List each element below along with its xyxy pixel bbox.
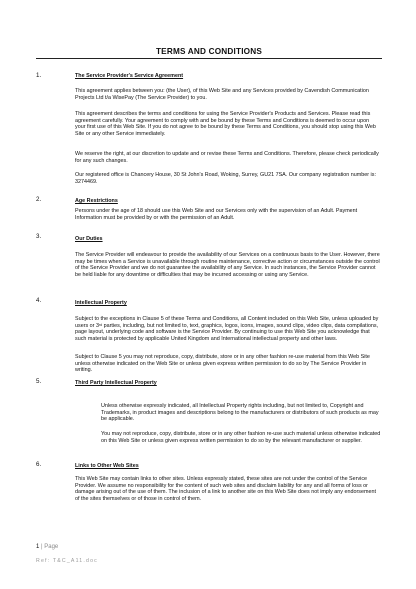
footer-separator: | <box>39 544 45 550</box>
section-paragraph: This agreement applies between you: (the User), of this Web Site and any Services provided by Cavendish Communication Projects Ltd t/a WisePay (The Service Provider) to you. <box>75 88 369 101</box>
section-number: 5. <box>36 378 42 385</box>
section-paragraph: This Web Site may contain links to other sites. Unless expressly stated, these sites are not under the control of the Service Provider. We assume no responsibility for the content of such web sites and disclaim liability for any and all forms of loss or damage arising out of the use of them. The inclusion of a link to another site on this Web Site does not imply any endorsement of the sites themselves or of those in control of them. <box>75 476 376 503</box>
section-heading: The Service Provider's Service Agreement <box>75 73 184 79</box>
section-heading: Intellectual Property <box>75 300 127 306</box>
page-word: Page <box>44 544 59 550</box>
section-heading: Links to Other Web Sites <box>75 463 139 469</box>
page-title: TERMS AND CONDITIONS <box>155 47 263 56</box>
paragraph-text: Subject to the exceptions in Clause 5 of these Terms and Conditions, all Content included on this Web Site, unless uploaded by users or 3 <box>75 316 379 329</box>
page-footer <box>36 544 58 550</box>
document-reference: Ref: T&C_A11.doc <box>36 558 98 564</box>
section-paragraph: This agreement describes the terms and conditions for using the Service Provider's Products and Services. Please read this agreement carefully. Your agreement to comply with and be bound by these Terms and Conditions is deemed to occur upon your first use of this Web Site. If you do not agree to be bound by these Terms and Conditions, you should stop using this Web Site or any other Service immediately. <box>75 111 376 138</box>
section-heading: Our Duties <box>75 236 103 242</box>
section-paragraph: You may not reproduce, copy, distribute, store or in any other fashion re-use such material unless otherwise indicated on this Web Site or unless given express written permission to do so by the relevant manufacturer or supplier. <box>101 431 381 444</box>
section-paragraph <box>75 316 381 343</box>
paragraph-text: parties, including, but not limited to, text, graphics, logos, icons, images, sound clips, video clips, data compilations, page layout, underlying code and software is the Service Provider. By continuing to use this Web Site you acknowledge that such material is protected by applicable United Kingdom and International intellectual property and other laws. <box>75 322 379 343</box>
section-number: 4. <box>36 297 42 304</box>
section-heading: Third Party Intellectual Property <box>75 380 157 386</box>
superscript: rd <box>98 322 103 327</box>
title-rule <box>36 58 382 59</box>
section-paragraph: Unless otherwise expressly indicated, all Intellectual Property rights including, but not limited to, Copyright and Trademarks, in product images and descriptions belong to the manufacturers or distributors of such products as may be applicable. <box>101 403 379 423</box>
section-paragraph: Subject to Clause 5 you may not reproduce, copy, distribute, store or in any other fashion re-use material from this Web Site unless otherwise indicated on the Web Site or unless given express written permission to do so by The Service Provider in writing. <box>75 354 370 374</box>
section-paragraph: The Service Provider will endeavour to provide the availability of our Services on a continuous basis to the User. However, there may be times when a Service is unavailable through routine maintenance, corrective action or circumstances outside the control of the Service Provider and we do not guarantee the availability of any Service. In such instances, the Service Provider cannot be held liable for any downtime or difficulties that may be incurred accessing or using any Service. <box>75 252 380 279</box>
section-number: 2. <box>36 196 42 203</box>
section-number: 1. <box>36 72 42 79</box>
section-paragraph: We reserve the right, at our discretion to update and or revise these Terms and Conditions. Therefore, please check periodically for any such changes. <box>75 151 379 164</box>
section-number: 3. <box>36 233 42 240</box>
page-number: 1 <box>36 544 40 550</box>
section-heading: Age Restrictions <box>75 198 118 204</box>
section-paragraph: Our registered office is Chancery House, 30 St John's Road, Woking, Surrey, GU21 7SA. Our company registration number is: 3274469. <box>75 172 376 185</box>
section-number: 6. <box>36 461 42 468</box>
section-paragraph: Persons under the age of 18 should use this Web Site and our Services only with the supervision of an Adult. Payment Information must be provided by or with the permission of an Adult. <box>75 208 358 221</box>
